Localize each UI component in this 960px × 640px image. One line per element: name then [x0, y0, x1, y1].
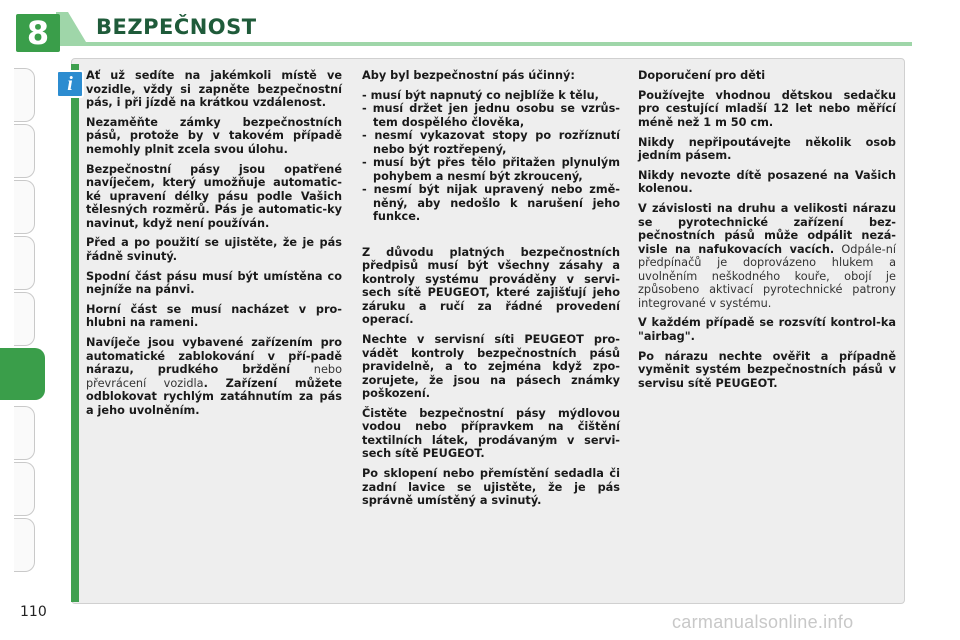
- column-1: [86, 69, 342, 424]
- paragraph: Nikdy nevozte dítě posazené na Vašich kolenou.: [638, 168, 896, 196]
- list-item: - nesmí vykazovat stopy po rozříznutí nebo být roztřepený,: [362, 129, 620, 156]
- info-icon: i: [56, 70, 84, 98]
- text-normal: Odpále-ní předpínačů je doprovázeno hlukem a uvolněním neškodného kouře, obojí je způsobeno aktivací pyrotechnické patrony integrované v systému.: [638, 242, 896, 310]
- text-bold: . Zařízení můžete odblokovat rychlým zatáhnutím za pás a jeho uvolněním.: [86, 376, 343, 417]
- text-bold: V závislosti na druhu a velikosti nárazu se pyrotechnické zařízení bez-pečnostních pásů může odpálit nezá-visle na nafukovacích vacích.: [638, 202, 896, 256]
- chapter-tab-2[interactable]: [14, 124, 35, 178]
- list-item: - musí být napnutý co nejblíže k tělu,: [362, 88, 599, 102]
- paragraph: Čistěte bezpečnostní pásy mýdlovou vodou nebo přípravkem na čištění textilních látek, prodávaným v servi-sech sítě PEUGEOT.: [362, 406, 620, 461]
- chapter-tab-9[interactable]: [14, 406, 35, 460]
- text-bold: , prudkého brždění: [129, 363, 291, 377]
- list-item: - musí být přes tělo přitažen plynulým pohybem a nesmí být zkroucený,: [362, 156, 620, 183]
- paragraph: Horní část se musí nacházet v pro-hlubni na rameni.: [86, 302, 342, 330]
- chapter-tab-1[interactable]: [14, 68, 35, 122]
- paragraph: Používejte vhodnou dětskou sedačku pro cestující mladší 12 let nebo měřící méně než 1 m 50 cm.: [638, 88, 896, 129]
- paragraph: Spodní část pásu musí být umístěna co nejníže na pánvi.: [86, 269, 342, 297]
- watermark: carmanualsonline.info: [672, 612, 854, 632]
- paragraph: Před a po použití se ujistěte, že je pás řádně svinutý.: [86, 236, 342, 263]
- page-number: 110: [20, 604, 47, 620]
- paragraph: Nechte v servisní síti PEUGEOT pro-vádět kontroly bezpečnostních pásů pravidelně, a to zejména když zpo-zorujete, že jsou na pásech známky poškození.: [362, 333, 620, 401]
- text-normal: nebo převrácení vozidla: [86, 363, 342, 390]
- list-item: - nesmí být nijak upravený nebo změ-něný, aby nedošlo k narušení jeho funkce.: [362, 183, 620, 224]
- paragraph: Nezaměňte zámky bezpečnostních pásů, protože by v takovém případě nemohly plnit zcela svou úlohu.: [86, 115, 342, 156]
- chapter-tab-8-active[interactable]: [0, 348, 45, 400]
- chapter-number: 8: [26, 14, 50, 52]
- paragraph: Po nárazu nechte ověřit a případně vyměnit systém bezpečnostních pásů v servisu sítě PEUGEOT.: [638, 349, 896, 390]
- chapter-tab-11[interactable]: [14, 518, 35, 572]
- paragraph: Ať už sedíte na jakémkoli místě ve vozidle, vždy si zapněte bezpečnostní pás, i při jízdě na krátkou vzdálenost.: [86, 69, 342, 109]
- paragraph-retractors: [86, 336, 342, 417]
- paragraph: Po sklopení nebo přemístění sedadla či zadní lavice se ujistěte, že je pás správně umístěný a svinutý.: [362, 467, 620, 508]
- chapter-tab-10[interactable]: [14, 462, 35, 516]
- paragraph: Nikdy nepřipoutávejte několik osob jedním pásem.: [638, 135, 896, 163]
- chapter-tabs: [0, 60, 40, 600]
- list-intro: Aby byl bezpečnostní pás účinný:: [362, 69, 575, 82]
- page-title: BEZPEČNOST: [96, 15, 257, 39]
- list-item: - musí držet jen jednu osobu se vzrůs-tem dospělého člověka,: [362, 102, 620, 129]
- header-bar: [72, 42, 912, 46]
- paragraph: Bezpečnostní pásy jsou opatřené navíječem, který umožňuje automatic-ké upravení délky pásu podle Vašich tělesných rozměrů. Pás je automatic-ky navinut, když není používán.: [86, 162, 342, 230]
- section-heading: Doporučení pro děti: [638, 69, 766, 82]
- paragraph: Z důvodu platných bezpečnostních předpisů musí být všechny zásahy a kontroly systému prováděny v servi-sech sítě PEUGEOT, které zajišťují jeho záruku a ručí za řádné provedení operací.: [362, 245, 620, 327]
- column-2: [362, 69, 620, 514]
- requirements-list: [362, 89, 620, 224]
- column-3: [638, 69, 896, 397]
- paragraph: V každém případě se rozsvítí kontrol-ka "airbag".: [638, 316, 896, 343]
- chapter-tab-3[interactable]: [14, 180, 35, 234]
- paragraph-pyrotechnic: [638, 202, 896, 310]
- chapter-tab-5[interactable]: [14, 292, 35, 346]
- text-bold: Navíječe jsou vybavené zařízením pro automatické zablokování v pří-padě nárazu: [86, 336, 342, 377]
- chapter-tab-4[interactable]: [14, 236, 35, 290]
- panel-accent-strip: [71, 64, 79, 602]
